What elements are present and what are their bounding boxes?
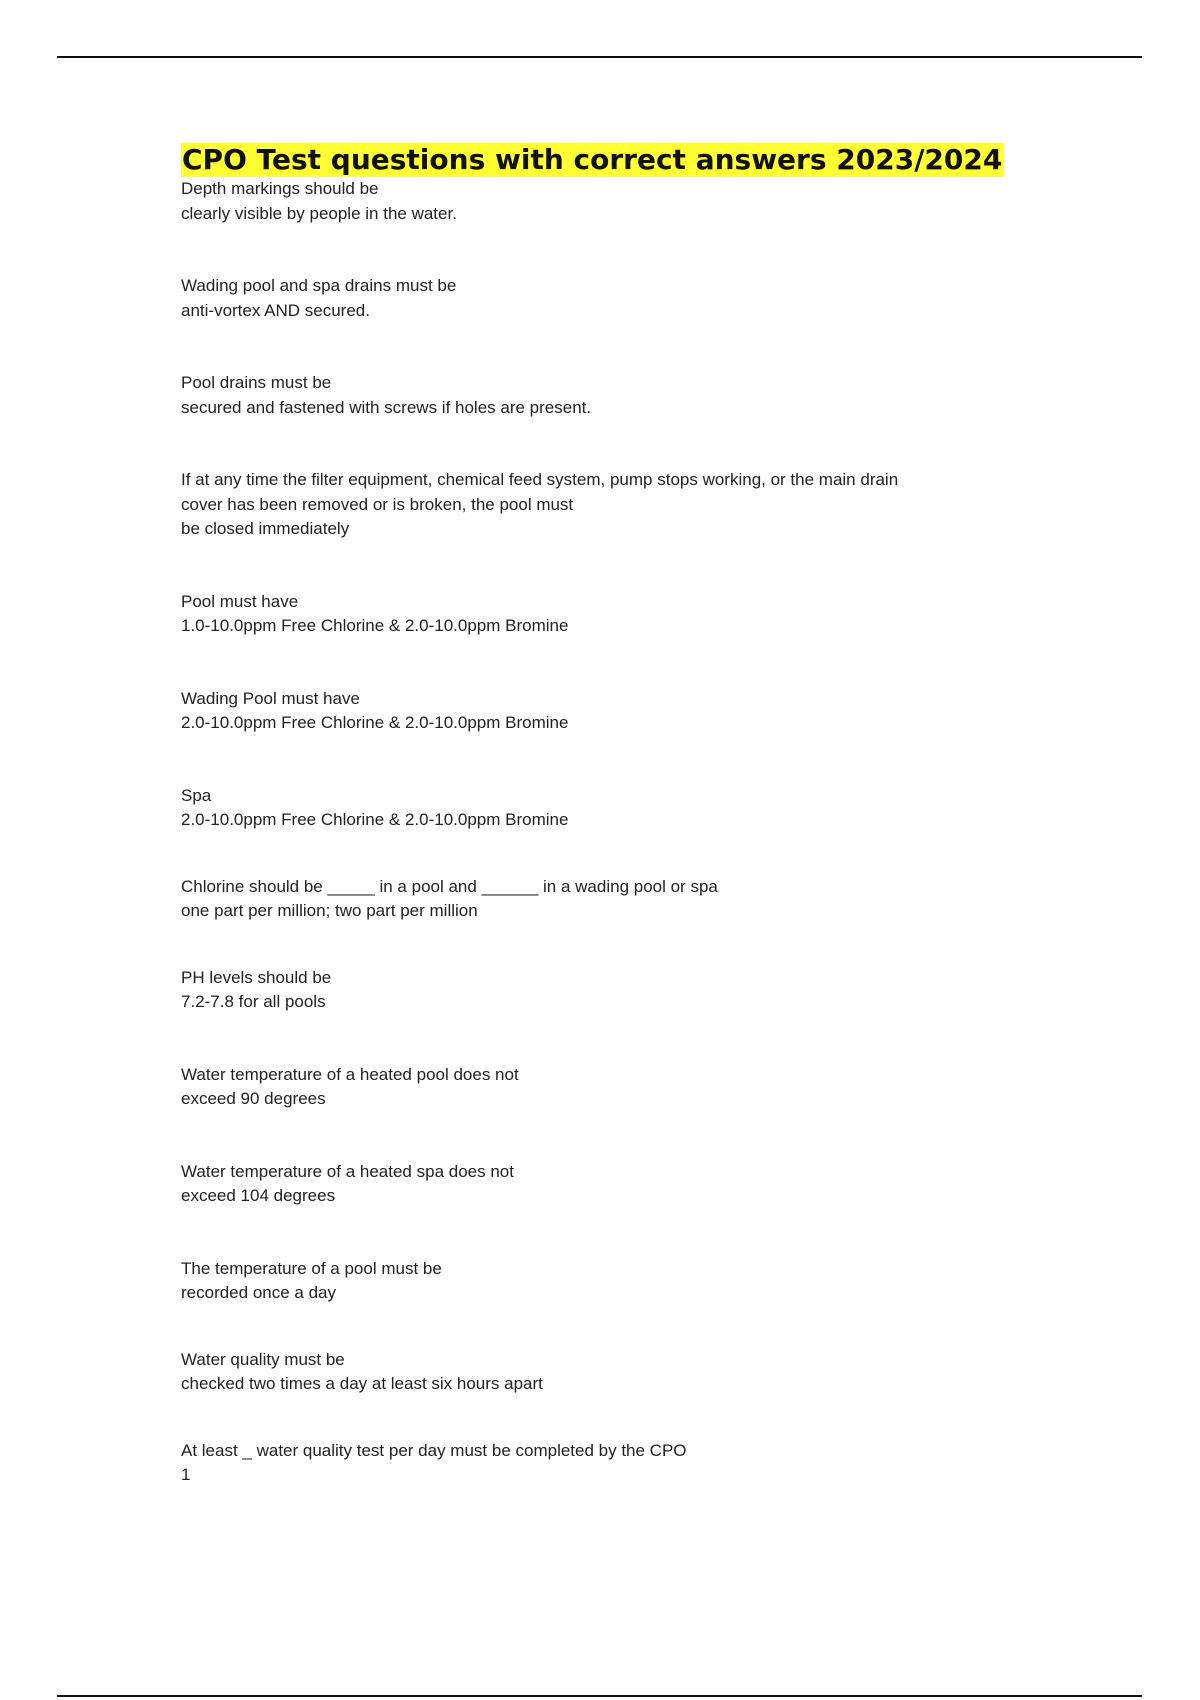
qa-item [181,875,1081,924]
document-title: CPO Test questions with correct answers 2023/2024 [182,143,1003,176]
answer-text: clearly visible by people in the water. [181,203,457,223]
header-rule [57,56,1142,58]
question-text: If at any time the filter equipment, chemical feed system, pump stops working, or the main drain [181,470,899,489]
answer-text: 7.2-7.8 for all pools [181,992,326,1011]
qa-item [181,687,1081,736]
footer-rule [57,1695,1142,1697]
qa-item [181,274,1081,323]
question-text: Wading pool and spa drains must be [181,276,457,295]
answer-text: checked two times a day at least six hours apart [181,1374,543,1393]
answer-text: 1.0-10.0ppm Free Chlorine & 2.0-10.0ppm Bromine [181,616,569,635]
question-text: Water temperature of a heated spa does not [181,1161,514,1181]
qa-item [181,468,1081,542]
question-text: Pool must have [181,591,299,611]
question-text: Wading Pool must have [181,688,360,708]
answer-text: exceed 90 degrees [181,1089,326,1108]
qa-item [181,177,1081,226]
answer-text: be closed immediately [181,519,350,538]
qa-item [181,371,1081,420]
question-text: Water quality must be [181,1349,345,1369]
question-text: Spa [181,785,212,805]
qa-list [181,177,1081,1488]
qa-item [181,784,1081,833]
qa-item [181,590,1081,639]
answer-text: 2.0-10.0ppm Free Chlorine & 2.0-10.0ppm Bromine [181,713,569,732]
qa-item [181,1160,1081,1209]
question-text: Depth markings should be [181,179,379,198]
qa-item [181,1348,1081,1397]
answer-text: exceed 104 degrees [181,1186,336,1205]
document-body [181,143,1081,1488]
qa-item [181,1439,1081,1488]
answer-text: secured and fastened with screws if holes are present. [181,397,592,417]
answer-text: anti-vortex AND secured. [181,300,370,320]
qa-item [181,966,1081,1015]
question-text: Pool drains must be [181,373,332,392]
question-text: At least _ water quality test per day must be completed by the CPO [181,1440,687,1460]
answer-text: 2.0-10.0ppm Free Chlorine & 2.0-10.0ppm Bromine [181,810,569,829]
answer-text: one part per million; two part per million [181,901,478,920]
qa-item [181,1063,1081,1112]
answer-text: 1 [181,1465,191,1484]
answer-text: cover has been removed or is broken, the pool must [181,494,574,514]
answer-text: recorded once a day [181,1283,336,1302]
question-text: Chlorine should be _____ in a pool and ______ in a wading pool or spa [181,876,718,896]
question-text: PH levels should be [181,967,332,987]
question-text: Water temperature of a heated pool does not [181,1064,519,1084]
question-text: The temperature of a pool must be [181,1258,442,1278]
qa-item [181,1257,1081,1306]
